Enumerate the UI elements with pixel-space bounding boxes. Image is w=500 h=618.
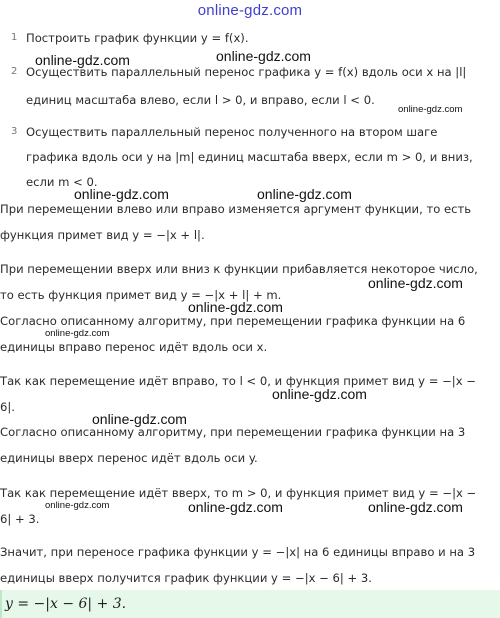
watermark: online-gdz.com [272,386,367,402]
paragraph-line: то есть функция примет вид y = −|x + l| + m. [0,288,282,302]
paragraph-line: единицы вверх перенос идёт вдоль оси y. [0,451,258,465]
paragraph-line: Значит, при переносе графика функции y = −|x| на 6 единицы вправо и на 3 [0,545,476,559]
watermark: online-gdz.com [398,104,463,115]
paragraph-line: При перемещении влево или вправо изменяется аргумент функции, то есть [0,202,472,216]
watermark: online-gdz.com [188,299,283,315]
watermark: online-gdz.com [216,48,311,64]
paragraph-line: Согласно описанному алгоритму, при перемещении графика функции на 6 [0,314,466,328]
watermark: online-gdz.com [368,499,463,515]
watermark: online-gdz.com [74,186,169,202]
paragraph-line: При перемещении вверх или вниз к функции прибавляется некоторое число, [0,262,478,276]
watermark: online-gdz.com [45,500,110,511]
answer-formula: y = −|x − 6| + 3. [5,596,127,612]
watermark: online-gdz.com [35,52,130,68]
step-number: 1 [11,32,18,43]
step-text-line: Осуществить параллельный перенос графика y = f(x) вдоль оси x на |l| [26,65,467,79]
watermark: online-gdz.com [45,328,110,339]
watermark: online-gdz.com [188,499,283,515]
site-header: online-gdz.com [197,2,303,19]
paragraph-line: функция примет вид y = −|x + l|. [0,228,205,242]
step-text: Построить график функции y = f(x). [26,31,249,45]
watermark: online-gdz.com [92,411,187,427]
paragraph-line: 6|. [0,400,15,414]
step-text-line: если m < 0. [26,175,98,189]
paragraph-line: 6| + 3. [0,512,40,526]
step-text-line: графика вдоль оси y на |m| единиц масштаба вверх, если m > 0, и вниз, [26,150,473,164]
watermark: online-gdz.com [257,186,352,202]
paragraph-line: Так как перемещение идёт вправо, то l < 0, и функция примет вид y = −|x − [0,374,476,388]
watermark: online-gdz.com [368,275,463,291]
paragraph-line: Так как перемещение идёт вверх, то m > 0, и функция примет вид y = −|x − [0,486,477,500]
paragraph-line: единицы вправо перенос идёт вдоль оси x. [0,340,268,354]
step-number: 3 [11,126,18,137]
step-number: 2 [11,66,18,77]
paragraph-line: Согласно описанному алгоритму, при перемещении графика функции на 3 [0,425,466,439]
answer-box [0,590,500,618]
paragraph-line: единицы вверх получится график функции y = −|x − 6| + 3. [0,571,372,585]
step-text-line: единиц масштаба влево, если l > 0, и вправо, если l < 0. [26,93,375,107]
step-text-line: Осуществить параллельный перенос полученного на втором шаге [26,125,438,139]
